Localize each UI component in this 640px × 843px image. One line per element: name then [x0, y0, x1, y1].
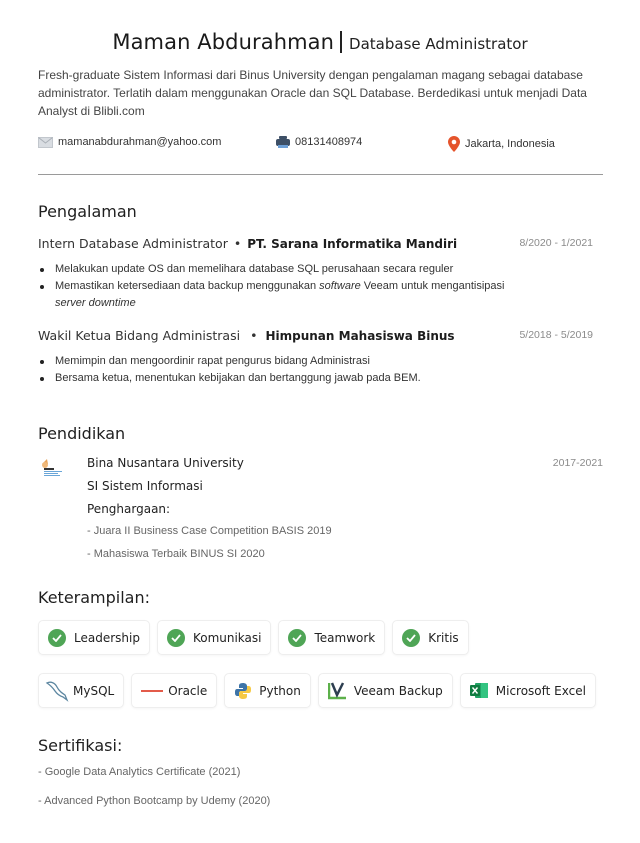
section-title-experience: Pengalaman: [38, 202, 137, 221]
job-position: Wakil Ketua Bidang Administrasi: [38, 328, 241, 343]
tool-label: Veeam Backup: [353, 683, 443, 698]
job-bullet: Bersama ketua, menentukan kebijakan dan bertanggung jawab pada BEM.: [55, 370, 505, 387]
job-bullet: Memastikan ketersediaan data backup menggunakan software Veeam untuk mengantisipasi server downtime: [55, 278, 505, 312]
bullet-separator: •: [233, 236, 242, 251]
tool-label: Microsoft Excel: [495, 683, 586, 698]
section-title-certifications: Sertifikasi:: [38, 736, 123, 755]
soft-skills-list: [38, 620, 469, 655]
education-details: [87, 456, 332, 571]
email-text: mamanabdurahman@yahoo.com: [58, 136, 222, 148]
job-bullet: Melakukan update OS dan memelihara database SQL perusahaan secara reguler: [55, 261, 505, 278]
job-organization: PT. Sarana Informatika Mandiri: [247, 237, 458, 251]
title-separator: [340, 31, 342, 53]
check-badge-icon: [402, 629, 420, 647]
location-text: Jakarta, Indonesia: [465, 138, 555, 150]
skill-chip-kritis: [392, 620, 468, 655]
tool-chip-oracle: [131, 673, 217, 708]
job-bullet: Memimpin dan mengoordinir rapat pengurus bidang Administrasi: [55, 353, 505, 370]
candidate-role: Database Administrator: [349, 35, 528, 53]
bullet-separator: •: [250, 328, 258, 343]
header-divider: [38, 174, 603, 175]
oracle-icon: [141, 688, 163, 694]
award-item: - Juara II Business Case Competition BASIS 2019: [87, 525, 332, 537]
certifications-list: [38, 766, 270, 824]
skill-label: Komunikasi: [192, 630, 262, 645]
job-date: 8/2020 - 1/2021: [519, 237, 593, 249]
job-date: 5/2018 - 5/2019: [519, 329, 593, 341]
section-title-education: Pendidikan: [38, 424, 126, 443]
education-entry: [38, 456, 603, 566]
envelope-icon: [38, 137, 53, 148]
tool-label: Oracle: [168, 683, 208, 698]
skill-label: Leadership: [74, 630, 140, 645]
contact-info: [38, 136, 598, 152]
contact-email[interactable]: [38, 136, 221, 148]
university-logo-icon: [38, 458, 68, 480]
tool-label: Python: [259, 683, 301, 698]
veeam-icon: [328, 682, 348, 700]
location-pin-icon: [448, 136, 460, 152]
mysql-icon: [45, 680, 69, 702]
section-title-skills: Keterampilan:: [38, 588, 151, 607]
certification-item: - Google Data Analytics Certificate (2021): [38, 766, 241, 778]
profile-summary: Fresh-graduate Sistem Informasi dari Binus University dengan pengalaman magang sebagai database administrator. Terlatih dalam menggunakan Oracle dan SQL Database. Berdedikasi untuk menjadi Data Analyst di Blibli.com: [38, 68, 587, 118]
skill-chip-leadership: [38, 620, 150, 655]
award-item: - Mahasiswa Terbaik BINUS SI 2020: [87, 548, 265, 560]
skill-label: Kritis: [428, 630, 459, 645]
contact-phone[interactable]: [276, 136, 362, 148]
job-bullets: [55, 261, 505, 312]
tool-label: MySQL: [73, 683, 115, 698]
check-badge-icon: [48, 629, 66, 647]
school-name: Bina Nusantara University: [87, 456, 244, 470]
degree-name: SI Sistem Informasi: [87, 479, 203, 493]
tool-chip-python: [224, 673, 311, 708]
tool-chip-mysql: [38, 673, 124, 708]
skill-label: Teamwork: [314, 630, 376, 645]
education-date: 2017-2021: [552, 457, 603, 469]
certification-item: - Advanced Python Bootcamp by Udemy (2020): [38, 795, 271, 807]
phone-icon: [276, 136, 290, 148]
tool-chip-veeam: [318, 673, 453, 708]
contact-location: [448, 136, 555, 152]
resume-header: [0, 30, 640, 54]
phone-text: 08131408974: [295, 136, 363, 148]
check-badge-icon: [167, 629, 185, 647]
awards-label: Penghargaan:: [87, 502, 171, 516]
tools-list: [38, 673, 596, 708]
job-bullets: [55, 353, 505, 387]
python-icon: [234, 682, 252, 700]
job-heading: [38, 236, 593, 251]
job-heading: [38, 328, 593, 343]
skill-chip-komunikasi: [157, 620, 272, 655]
excel-icon: [470, 682, 489, 699]
skill-chip-teamwork: [278, 620, 385, 655]
tool-chip-excel: [460, 673, 596, 708]
job-position: Intern Database Administrator: [38, 236, 228, 251]
candidate-name: Maman Abdurahman: [112, 30, 335, 54]
job-organization: Himpunan Mahasiswa Binus: [265, 329, 455, 343]
check-badge-icon: [288, 629, 306, 647]
